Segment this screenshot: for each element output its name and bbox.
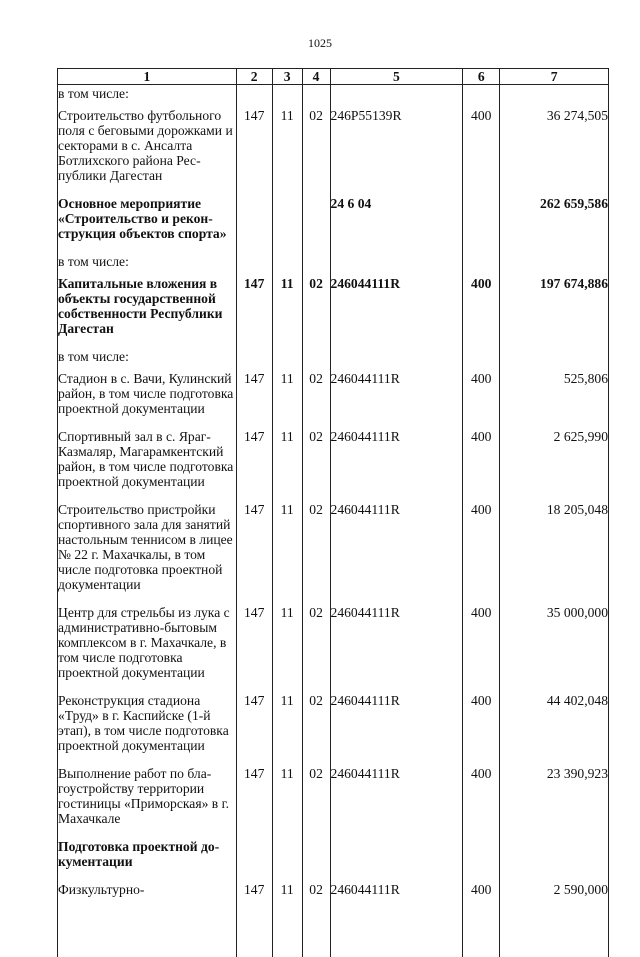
row-csr: 246044111R (330, 275, 463, 348)
table-row (58, 838, 609, 881)
table-row (58, 85, 609, 108)
table-row (58, 253, 609, 275)
row-csr: 24 6 04 (330, 195, 463, 253)
row-vr: 400 (463, 370, 500, 428)
row-name: Основное мероприятие «Строительство и реконструкция объектов спорта» (58, 195, 237, 253)
row-rz: 11 (272, 428, 302, 501)
col-header-5: 5 (330, 69, 463, 85)
row-sum: 18 205,048 (500, 501, 609, 604)
row-name: Реконструкция стадиона «Труд» в г. Каспийске (1-й этап), в том числе подготовка проектной документации (58, 692, 237, 765)
col-header-4: 4 (302, 69, 330, 85)
page-number: 1025 (0, 36, 640, 51)
table-row (58, 881, 609, 957)
col-header-6: 6 (463, 69, 500, 85)
table-row (58, 107, 609, 195)
row-pr: 02 (302, 275, 330, 348)
row-sum (500, 85, 609, 108)
row-vr: 400 (463, 604, 500, 692)
row-vr (463, 348, 500, 370)
row-pr (302, 348, 330, 370)
row-csr (330, 838, 463, 881)
row-pr (302, 195, 330, 253)
row-vr: 400 (463, 692, 500, 765)
col-header-3: 3 (272, 69, 302, 85)
row-sum: 262 659,586 (500, 195, 609, 253)
row-csr (330, 85, 463, 108)
table-row (58, 692, 609, 765)
row-rz (272, 253, 302, 275)
col-header-1: 1 (58, 69, 237, 85)
row-sum: 36 274,505 (500, 107, 609, 195)
row-rz: 11 (272, 275, 302, 348)
row-pr: 02 (302, 428, 330, 501)
row-gr (236, 348, 272, 370)
row-gr: 147 (236, 692, 272, 765)
row-name: Стадион в с. Вачи, Кулинский район, в том числе подготовка проектной документации (58, 370, 237, 428)
row-name: в том числе: (58, 348, 237, 370)
row-rz: 11 (272, 107, 302, 195)
row-name: Физкультурно- (58, 881, 237, 957)
row-sum: 2 590,000 (500, 881, 609, 957)
row-sum: 44 402,048 (500, 692, 609, 765)
row-name: в том числе: (58, 253, 237, 275)
row-sum: 35 000,000 (500, 604, 609, 692)
row-csr: 246044111R (330, 604, 463, 692)
row-pr: 02 (302, 107, 330, 195)
row-gr: 147 (236, 765, 272, 838)
row-rz (272, 85, 302, 108)
row-sum (500, 253, 609, 275)
row-vr: 400 (463, 501, 500, 604)
row-vr (463, 85, 500, 108)
table-row (58, 195, 609, 253)
row-name: Капитальные вложения в объекты государственной собственности Республики Дагестан (58, 275, 237, 348)
row-rz: 11 (272, 692, 302, 765)
table-row (58, 348, 609, 370)
row-rz: 11 (272, 765, 302, 838)
row-pr: 02 (302, 765, 330, 838)
table-header-row (58, 69, 609, 85)
table-row (58, 370, 609, 428)
row-pr: 02 (302, 370, 330, 428)
row-name: в том числе: (58, 85, 237, 108)
row-vr: 400 (463, 107, 500, 195)
col-header-7: 7 (500, 69, 609, 85)
row-gr (236, 85, 272, 108)
row-csr: 246044111R (330, 501, 463, 604)
table-row (58, 765, 609, 838)
row-name: Строительство пристройки спортивного зала для занятий настольным теннисом в лицее № 22 г. Махачкалы, в том числе подготовка проектной документации (58, 501, 237, 604)
row-pr (302, 253, 330, 275)
row-gr: 147 (236, 881, 272, 957)
row-pr: 02 (302, 692, 330, 765)
row-rz (272, 348, 302, 370)
row-name: Подготовка проектной документации (58, 838, 237, 881)
row-csr (330, 253, 463, 275)
row-csr: 246044111R (330, 692, 463, 765)
table-row (58, 428, 609, 501)
row-gr (236, 838, 272, 881)
table-row (58, 275, 609, 348)
row-vr (463, 838, 500, 881)
row-csr: 246P55139R (330, 107, 463, 195)
row-csr: 246044111R (330, 370, 463, 428)
row-vr (463, 253, 500, 275)
row-vr (463, 195, 500, 253)
row-name: Строительство футбольного поля с беговыми дорожками и секторами в с. Ансалта Ботлихского района Республики Дагестан (58, 107, 237, 195)
table-row (58, 501, 609, 604)
row-vr: 400 (463, 275, 500, 348)
row-sum (500, 348, 609, 370)
row-csr (330, 348, 463, 370)
row-name: Центр для стрельбы из лука с административно-бытовым комплексом в г. Махачкале, в том числе подготовка проектной документации (58, 604, 237, 692)
col-header-2: 2 (236, 69, 272, 85)
row-sum (500, 838, 609, 881)
budget-table (57, 68, 609, 957)
row-pr: 02 (302, 604, 330, 692)
row-name: Спортивный зал в с. Яраг-Казмаляр, Магарамкентский район, в том числе подготовка проектной документации (58, 428, 237, 501)
row-gr (236, 195, 272, 253)
row-gr: 147 (236, 604, 272, 692)
row-gr: 147 (236, 107, 272, 195)
row-gr: 147 (236, 428, 272, 501)
row-rz: 11 (272, 370, 302, 428)
row-gr: 147 (236, 275, 272, 348)
row-pr (302, 838, 330, 881)
row-rz: 11 (272, 881, 302, 957)
row-vr: 400 (463, 881, 500, 957)
row-rz (272, 195, 302, 253)
row-pr (302, 85, 330, 108)
row-rz: 11 (272, 501, 302, 604)
row-gr: 147 (236, 370, 272, 428)
row-csr: 246044111R (330, 765, 463, 838)
row-sum: 23 390,923 (500, 765, 609, 838)
row-rz: 11 (272, 604, 302, 692)
row-name: Выполнение работ по благоустройству территории гостиницы «Приморская» в г. Махачкале (58, 765, 237, 838)
row-pr: 02 (302, 501, 330, 604)
row-sum: 197 674,886 (500, 275, 609, 348)
row-vr: 400 (463, 428, 500, 501)
row-gr: 147 (236, 501, 272, 604)
row-pr: 02 (302, 881, 330, 957)
row-vr: 400 (463, 765, 500, 838)
row-sum: 525,806 (500, 370, 609, 428)
table-body (58, 85, 609, 957)
row-csr: 246044111R (330, 428, 463, 501)
row-gr (236, 253, 272, 275)
row-rz (272, 838, 302, 881)
table-row (58, 604, 609, 692)
row-csr: 246044111R (330, 881, 463, 957)
row-sum: 2 625,990 (500, 428, 609, 501)
